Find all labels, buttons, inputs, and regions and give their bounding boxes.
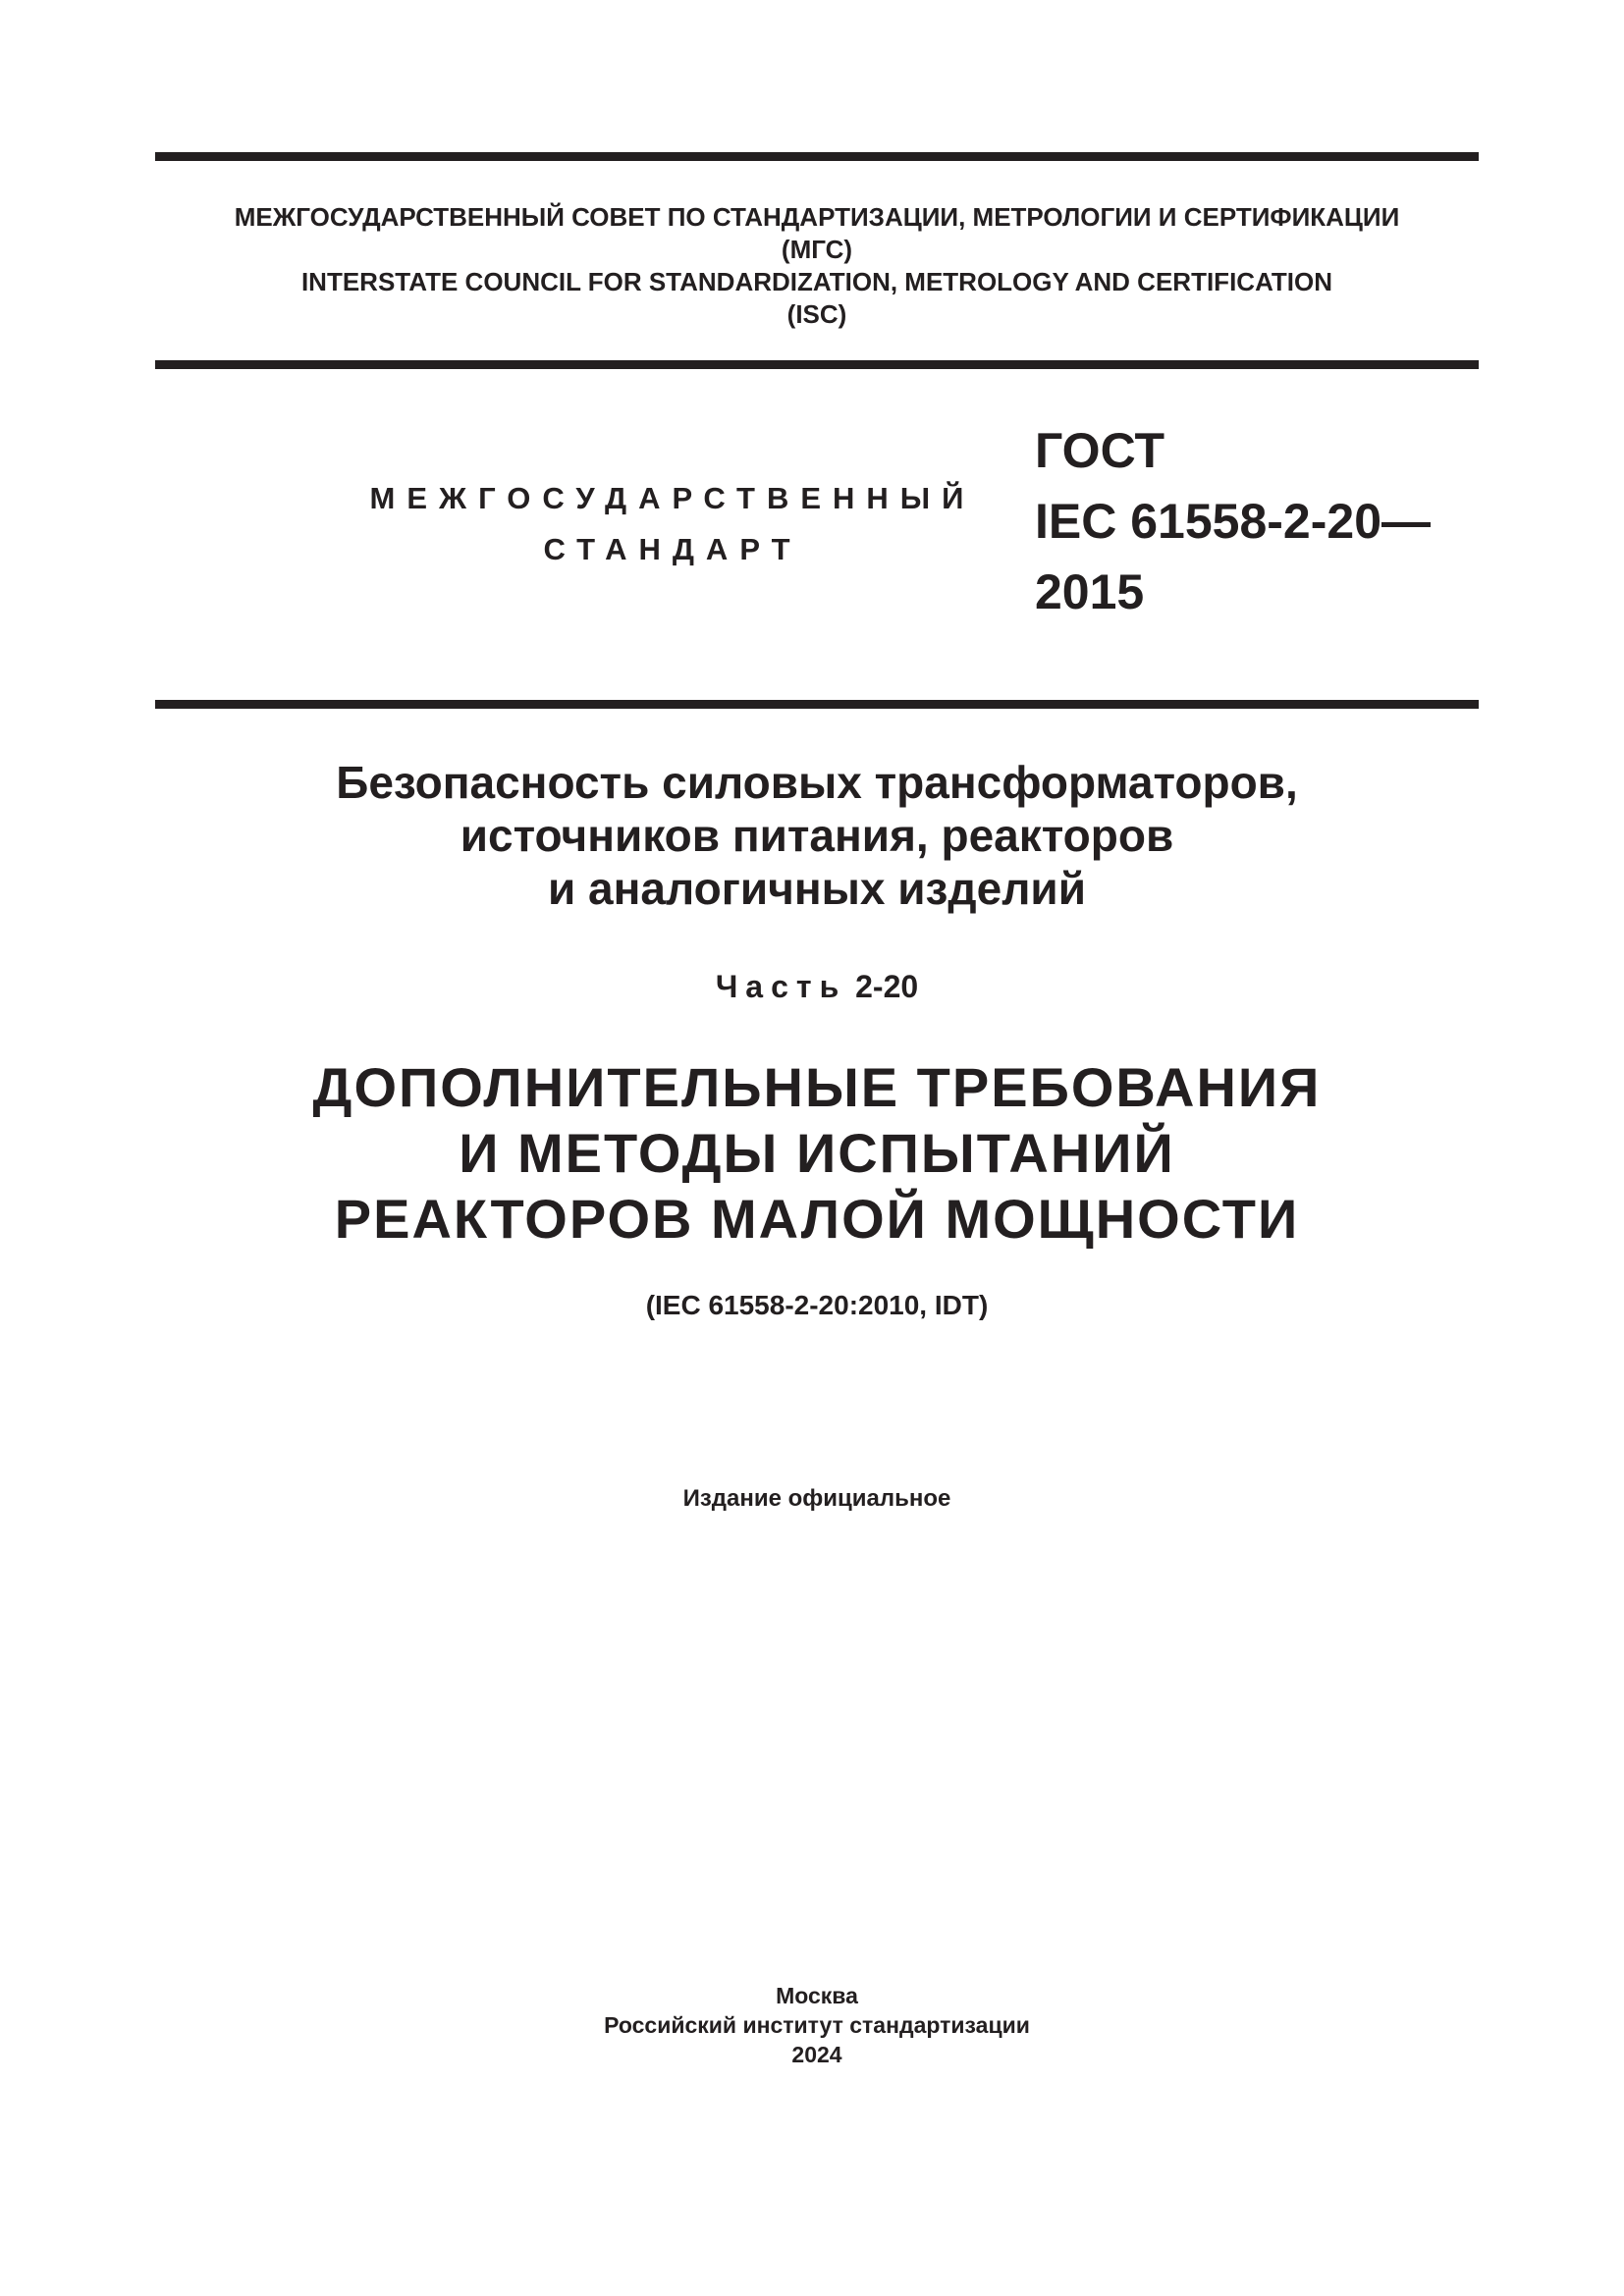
- imprint-publisher: Российский институт стандартизации: [604, 2012, 1030, 2038]
- part-number: 2-20: [855, 969, 919, 1004]
- header-bottom-rule: [155, 360, 1479, 369]
- council-header: [155, 201, 1479, 331]
- iec-reference: (IEC 61558-2-20:2010, IDT): [645, 1290, 989, 1320]
- council-abbr-ru: (МГС): [781, 235, 853, 264]
- standard-type-line2: СТАНДАРТ: [543, 532, 802, 566]
- standard-type: [334, 473, 1011, 575]
- part-label: [155, 967, 1479, 1006]
- council-name-en: INTERSTATE COUNCIL FOR STANDARDIZATION, METROLOGY AND CERTIFICATION: [300, 267, 1333, 296]
- gost-label: ГОСТ: [1035, 423, 1164, 478]
- standard-type-line1: МЕЖГОСУДАРСТВЕННЫЙ: [369, 481, 976, 515]
- designation-bottom-rule: [155, 700, 1479, 709]
- imprint: [155, 1981, 1479, 2069]
- subtitle-line1: ДОПОЛНИТЕЛЬНЫЕ ТРЕБОВАНИЯ: [312, 1056, 1322, 1118]
- standard-designation: [1035, 415, 1431, 627]
- imprint-city: Москва: [776, 1983, 858, 2008]
- council-abbr-en: (ISC): [786, 299, 847, 329]
- title-line1: Безопасность силовых трансформаторов,: [336, 757, 1298, 808]
- standard-number: IEC 61558-2-20—: [1035, 494, 1432, 549]
- subtitle-line3: РЕАКТОРОВ МАЛОЙ МОЩНОСТИ: [334, 1188, 1300, 1250]
- part-word: Часть: [715, 969, 847, 1004]
- document-title: [155, 756, 1479, 915]
- document-subtitle: [155, 1054, 1479, 1252]
- imprint-year: 2024: [791, 2042, 842, 2067]
- top-rule: [155, 152, 1479, 161]
- edition-note: Издание официальное: [682, 1485, 951, 1512]
- subtitle-line2: И МЕТОДЫ ИСПЫТАНИЙ: [459, 1122, 1175, 1184]
- council-name-ru: МЕЖГОСУДАРСТВЕННЫЙ СОВЕТ ПО СТАНДАРТИЗАЦИИ, МЕТРОЛОГИИ И СЕРТИФИКАЦИИ: [234, 202, 1400, 232]
- standard-year: 2015: [1035, 564, 1145, 619]
- title-line3: и аналогичных изделий: [547, 863, 1086, 914]
- title-line2: источников питания, реакторов: [460, 810, 1174, 861]
